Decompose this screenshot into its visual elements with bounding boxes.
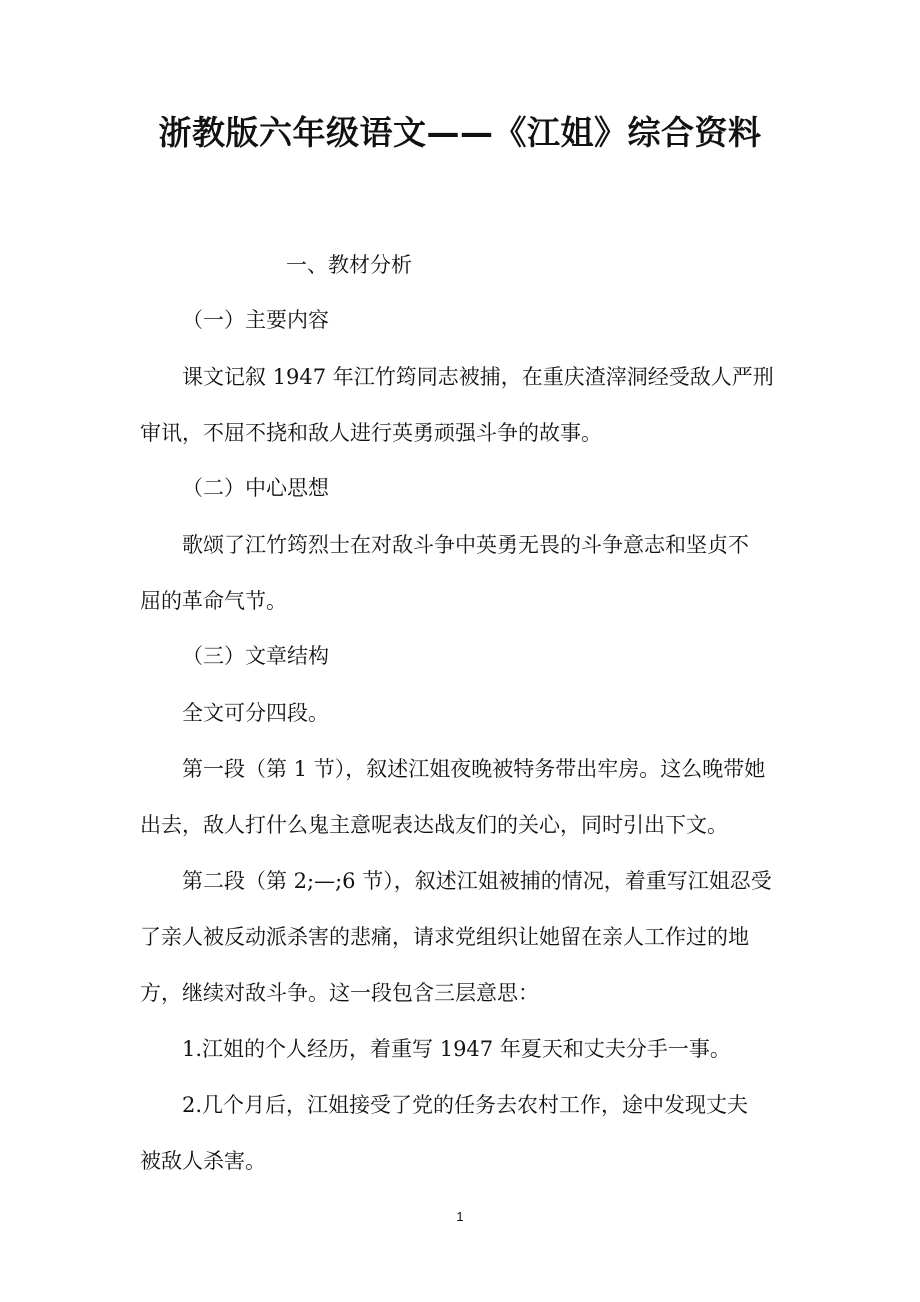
paragraph-line: 课文记叙 1947 年江竹筠同志被捕，在重庆渣滓洞经受敌人严刑 — [182, 365, 774, 389]
list-item: 2.几个月后，江姐接受了党的任务去农村工作，途中发现丈夫 — [182, 1093, 749, 1117]
paragraph-line: 歌颂了江竹筠烈士在对敌斗争中英勇无畏的斗争意志和坚贞不 — [182, 533, 749, 557]
paragraph-line: 方，继续对敌斗争。这一段包含三层意思： — [140, 981, 539, 1005]
paragraph-line: 第二段（第 2;—;6 节），叙述江姐被捕的情况，着重写江姐忍受 — [182, 869, 772, 893]
subheading-central-idea: （二）中心思想 — [182, 476, 329, 500]
paragraph-line: 第一段（第 1 节），叙述江姐夜晚被特务带出牢房。这么晚带她 — [182, 757, 766, 781]
paragraph-line: 出去，敌人打什么鬼主意呢表达战友们的关心，同时引出下文。 — [140, 813, 728, 837]
list-item: 1.江姐的个人经历，着重写 1947 年夏天和丈夫分手一事。 — [182, 1037, 731, 1061]
paragraph-line: 了亲人被反动派杀害的悲痛，请求党组织让她留在亲人工作过的地 — [140, 925, 749, 949]
paragraph-line: 审讯，不屈不挠和敌人进行英勇顽强斗争的故事。 — [140, 421, 602, 445]
paragraph-line: 全文可分四段。 — [182, 701, 329, 725]
document-title: 浙教版六年级语文——《江姐》综合资料 — [158, 113, 762, 152]
subheading-main-content: （一）主要内容 — [182, 308, 329, 332]
section-heading-textbook-analysis: 一、教材分析 — [286, 253, 412, 277]
paragraph-line: 被敌人杀害。 — [140, 1149, 266, 1173]
page-number: 1 — [456, 1209, 464, 1224]
subheading-article-structure: （三）文章结构 — [182, 644, 329, 668]
paragraph-line: 屈的革命气节。 — [140, 589, 287, 613]
